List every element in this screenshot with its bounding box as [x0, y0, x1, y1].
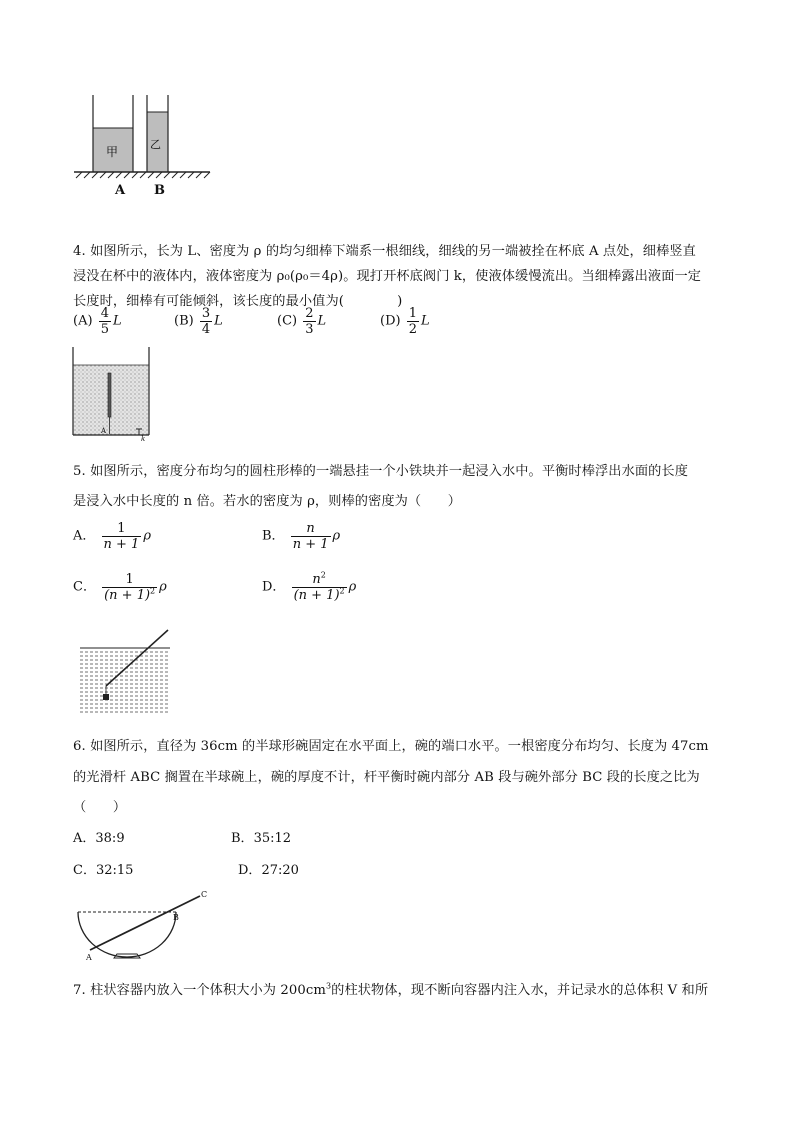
q4-option-d — [380, 306, 430, 337]
jars-figure — [70, 90, 220, 200]
q5-option-c-den-sup: 2 — [150, 586, 156, 596]
q6-option-a — [73, 830, 125, 848]
q5-option-c-den: (n + 1) — [104, 588, 151, 603]
bowl-arc — [78, 912, 176, 957]
q4-option-a-label: (A) — [73, 313, 93, 329]
label-b: B — [154, 183, 165, 198]
q5-option-d-den-sup: 2 — [339, 586, 345, 596]
bowl-label-b: B — [173, 913, 179, 922]
bowl-label-c: C — [201, 890, 208, 899]
cup-label-a: A — [101, 427, 107, 435]
q5-option-c-num: 1 — [125, 572, 134, 587]
q5-option-c-var: ρ — [159, 579, 167, 595]
rod-abc — [90, 896, 200, 950]
q5-option-d-num-sup: 2 — [320, 570, 326, 580]
slanted-rod — [106, 630, 168, 686]
q4-option-b-var: L — [214, 313, 223, 329]
q5-option-d — [262, 572, 356, 603]
q5-option-d-var: ρ — [348, 579, 357, 595]
q4-option-c-label: (C) — [277, 313, 298, 329]
q4-option-d-num: 1 — [408, 306, 417, 321]
q6-option-d — [238, 862, 299, 880]
q6-option-c — [73, 862, 133, 880]
q5-option-b-label: B． — [262, 528, 285, 544]
q5-option-a-label: A． — [73, 528, 96, 544]
q5-option-b — [262, 521, 340, 552]
iron-block — [103, 694, 109, 700]
q4-line-1: 4. 如图所示，长为 L、密度为 ρ 的均匀细棒下端系一根细线，细线的另一端被拴在杯底 A 点处，细棒竖直 — [73, 244, 696, 259]
q6-option-d-label: D． — [238, 863, 262, 878]
thin-rod — [108, 373, 111, 417]
ground-hatch — [76, 172, 210, 178]
q5-option-c-label: C． — [73, 579, 96, 595]
water-rod-figure — [78, 628, 188, 723]
jar-a-text: 甲 — [106, 145, 119, 159]
q7-text-before: 7. 柱状容器内放入一个体积大小为 200cm — [73, 983, 326, 998]
q4-option-d-var: L — [421, 313, 430, 329]
q7-text-after: 的柱状物体，现不断向容器内注入水，并记录水的总体积 V 和所 — [331, 983, 709, 998]
cup-figure — [70, 345, 160, 445]
bowl-figure — [72, 888, 222, 968]
q4-option-b — [174, 306, 223, 337]
q5-option-b-var: ρ — [332, 528, 341, 544]
q4-option-b-num: 3 — [201, 306, 211, 321]
q4-option-c-num: 2 — [305, 306, 314, 321]
q4-option-c-var: L — [317, 313, 327, 329]
q7-line-1 — [73, 982, 708, 1000]
q4-option-d-den: 2 — [408, 322, 417, 337]
q5-line-2: 是浸入水中长度的 n 倍。若水的密度为 ρ，则棒的密度为（ ） — [73, 494, 462, 509]
q4-option-b-label: (B) — [174, 313, 194, 329]
q6-option-c-value: 32:15 — [95, 863, 134, 878]
q4-option-a-den: 5 — [100, 322, 109, 337]
q4-option-c-den: 3 — [305, 322, 314, 337]
q6-option-b-value: 35:12 — [253, 831, 292, 846]
q4-option-c — [277, 306, 326, 337]
q6-option-b — [231, 830, 291, 848]
q6-option-c-label: C． — [73, 863, 96, 878]
q5-option-b-den: n + 1 — [292, 537, 329, 552]
water-lines — [80, 652, 170, 712]
q4-option-a-num: 4 — [100, 306, 109, 321]
q5-option-a-den: n + 1 — [103, 537, 140, 552]
label-a: A — [115, 183, 126, 198]
q6-option-a-label: A． — [73, 831, 96, 846]
q5-option-a-num: 1 — [117, 521, 126, 536]
bowl-label-a: A — [86, 953, 92, 962]
q6-line-1: 6. 如图所示，直径为 36cm 的半球形碗固定在水平面上，碗的端口水平。一根密度分布均匀、长度为 47cm — [73, 739, 709, 754]
q6-option-a-value: 38:9 — [95, 831, 125, 846]
q6-option-d-value: 27:20 — [261, 863, 299, 878]
q4-option-a — [73, 306, 122, 337]
cup-label-k: k — [141, 435, 146, 443]
q5-option-a-var: ρ — [143, 528, 151, 544]
q6-line-3: （ ） — [73, 800, 127, 815]
q5-option-c — [73, 572, 167, 603]
q5-option-d-den: (n + 1) — [293, 588, 340, 603]
q6-line-2: 的光滑杆 ABC 搁置在半球碗上，碗的厚度不计，杆平衡时碗内部分 AB 段与碗外部分 BC 段的长度之比为 — [73, 770, 700, 785]
q4-line-2: 浸没在杯中的液体内，液体密度为 ρ₀(ρ₀＝4ρ)。现打开杯底阀门 k，使液体缓慢流出。当细棒露出液面一定 — [73, 269, 702, 284]
q4-option-a-var: L — [112, 313, 122, 329]
q5-line-1: 5. 如图所示，密度分布均匀的圆柱形棒的一端悬挂一个小铁块并一起浸入水中。平衡时棒浮出水面的长度 — [73, 464, 689, 479]
jar-b-text: 乙 — [150, 138, 161, 151]
q4-option-b-den: 4 — [201, 322, 211, 337]
q5-option-b-num: n — [306, 521, 315, 536]
q5-option-d-num: n — [312, 572, 321, 587]
q5-option-a — [73, 521, 151, 552]
q4-line-3: 长度时，细棒有可能倾斜，该长度的最小值为( ) — [73, 294, 403, 309]
q4-option-d-label: (D) — [380, 313, 401, 329]
q7-unit-sup: 3 — [325, 981, 332, 991]
q5-option-d-label: D． — [262, 579, 286, 595]
q6-option-b-label: B． — [231, 831, 254, 846]
